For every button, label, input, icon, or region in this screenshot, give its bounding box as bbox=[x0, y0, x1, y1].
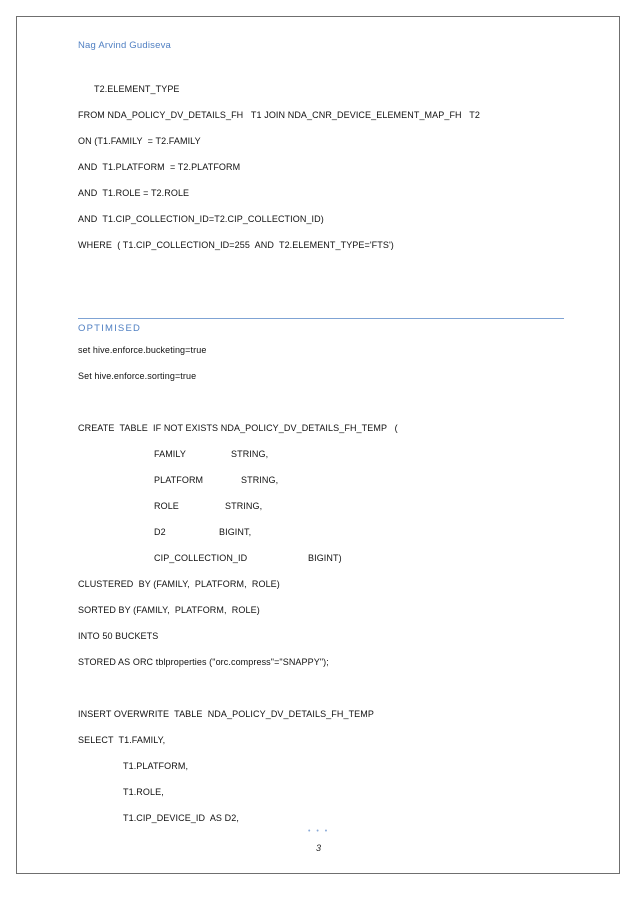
query-line: ON (T1.FAMILY = T2.FAMILY bbox=[78, 136, 201, 146]
query-line: AND T1.CIP_COLLECTION_ID=T2.CIP_COLLECTION_ID) bbox=[78, 214, 324, 224]
buckets-clause: INTO 50 BUCKETS bbox=[78, 631, 159, 641]
column-type: BIGINT, bbox=[219, 527, 252, 537]
query-line: FROM NDA_POLICY_DV_DETAILS_FH T1 JOIN NDA_CNR_DEVICE_ELEMENT_MAP_FH T2 bbox=[78, 110, 481, 120]
sorted-clause: SORTED BY (FAMILY, PLATFORM, ROLE) bbox=[78, 605, 260, 615]
section-heading: OPTIMISED bbox=[78, 323, 142, 334]
column-name: ROLE bbox=[154, 501, 179, 511]
column-type: STRING, bbox=[241, 475, 279, 485]
stored-clause: STORED AS ORC tblproperties ("orc.compress"="SNAPPY"); bbox=[78, 657, 329, 667]
column-name: D2 bbox=[154, 527, 166, 537]
select-field: T1.CIP_DEVICE_ID AS D2, bbox=[123, 813, 239, 823]
query-line: T2.ELEMENT_TYPE bbox=[94, 84, 180, 94]
query-line: AND T1.ROLE = T2.ROLE bbox=[78, 188, 190, 198]
create-statement: CREATE TABLE IF NOT EXISTS NDA_POLICY_DV_DETAILS_FH_TEMP ( bbox=[78, 423, 398, 433]
setting-line: Set hive.enforce.sorting=true bbox=[78, 371, 197, 381]
column-type: STRING, bbox=[231, 449, 269, 459]
column-name: PLATFORM bbox=[154, 475, 204, 485]
column-type: STRING, bbox=[225, 501, 263, 511]
clustered-clause: CLUSTERED BY (FAMILY, PLATFORM, ROLE) bbox=[78, 579, 280, 589]
select-field: T1.PLATFORM, bbox=[123, 761, 189, 771]
insert-statement: INSERT OVERWRITE TABLE NDA_POLICY_DV_DETAILS_FH_TEMP bbox=[78, 709, 374, 719]
page-number: 3 bbox=[316, 843, 322, 853]
select-field: T1.ROLE, bbox=[123, 787, 164, 797]
header-author: Nag Arvind Gudiseva bbox=[78, 40, 172, 51]
setting-line: set hive.enforce.bucketing=true bbox=[78, 345, 207, 355]
query-line: AND T1.PLATFORM = T2.PLATFORM bbox=[78, 162, 241, 172]
column-name: FAMILY bbox=[154, 449, 186, 459]
footer-dots: • • • bbox=[308, 828, 330, 835]
column-type: BIGINT) bbox=[308, 553, 342, 563]
section-divider bbox=[78, 318, 564, 319]
column-name: CIP_COLLECTION_ID bbox=[154, 553, 248, 563]
select-line: SELECT T1.FAMILY, bbox=[78, 735, 166, 745]
query-line: WHERE ( T1.CIP_COLLECTION_ID=255 AND T2.ELEMENT_TYPE='FTS') bbox=[78, 240, 394, 250]
